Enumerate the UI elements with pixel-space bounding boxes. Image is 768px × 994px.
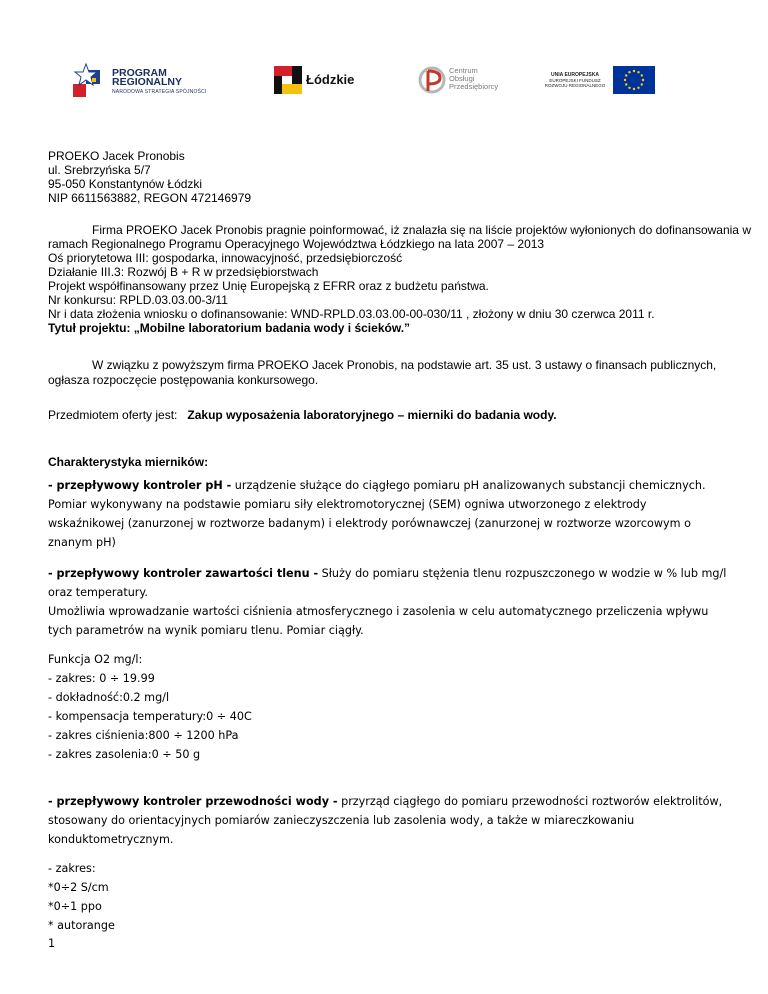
program-logo-line1: PROGRAM xyxy=(112,67,167,79)
eu-logo-lines xyxy=(538,78,612,88)
intro-line: Oś priorytetowa III: gospodarka, innowacyjność, przedsiębiorczość xyxy=(48,251,403,265)
oxygen-spec-list xyxy=(48,650,728,764)
centrum-line1: Centrum xyxy=(449,66,478,75)
offer-subject-value: Zakup wyposażenia laboratoryjnego – mierniki do badania wody. xyxy=(187,408,557,422)
program-regionalny-star-icon xyxy=(70,62,108,98)
offer-subject xyxy=(48,408,728,422)
program-logo-line3: NARODOWA STRATEGIA SPÓJNOŚCI xyxy=(112,89,207,95)
sender-line: PROEKO Jacek Pronobis xyxy=(48,149,185,163)
lodzkie-logo-text: Łódzkie xyxy=(306,72,355,87)
intro-line: ramach Regionalnego Programu Operacyjnego Województwa Łódzkiego na lata 2007 – 2013 xyxy=(48,237,545,251)
oxygen-line: Służy do pomiaru stężenia tlenu rozpuszczonego w wodzie w % lub mg/l xyxy=(318,567,727,580)
announcement-line1: W związku z powyższym firma PROEKO Jacek Pronobis, na podstawie art. 35 ust. 3 ustawy o finansach publicznych, xyxy=(92,358,717,372)
sender-line: NIP 6611563882, REGON 472146979 xyxy=(48,191,252,205)
eu-logo-line2: EUROPEJSKI FUNDUSZ xyxy=(549,78,601,83)
oxygen-spec-item: - dokładność:0.2 mg/l xyxy=(48,691,170,704)
oxygen-spec-item: - kompensacja temperatury:0 ÷ 40C xyxy=(48,710,252,723)
ph-line: znanym pH) xyxy=(48,536,116,549)
oxygen-spec-item: Funkcja O2 mg/l: xyxy=(48,653,143,666)
oxygen-line: tych parametrów na wynik pomiaru tlenu. Pomiar ciągły. xyxy=(48,624,364,637)
eu-flag-icon xyxy=(613,66,655,94)
intro-line: Działanie III.3: Rozwój B + R w przedsiębiorstwach xyxy=(48,265,319,279)
project-title: Tytuł projektu: „Mobilne laboratorium badania wody i ścieków.” xyxy=(48,321,411,335)
centrum-obslugi-logo xyxy=(418,60,518,100)
oxygen-line: Umożliwia wprowadzanie wartości ciśnienia atmosferycznego i zasolenia w celu automatycznego przeliczenia wpływu xyxy=(48,605,709,618)
centrum-line2: Obsługi xyxy=(449,74,475,83)
announcement-line2: ogłasza rozpoczęcie postępowania konkursowego. xyxy=(48,373,319,387)
intro-line: Nr konkursu: RPLD.03.03.00-3/11 xyxy=(48,293,228,307)
centrum-obslugi-mark-icon xyxy=(418,64,448,96)
conductivity-line: stosowany do orientacyjnych pomiarów zanieczyszczenia lub zasolenia wody, a także w miareczkowaniu xyxy=(48,814,635,827)
announcement xyxy=(48,358,728,388)
conductivity-spec-item: *0÷2 S/cm xyxy=(48,881,109,894)
oxygen-line: oraz temperatury. xyxy=(48,586,148,599)
conductivity-spec-list xyxy=(48,859,728,935)
ph-controller-section xyxy=(48,476,728,552)
oxygen-spec-item: - zakres zasolenia:0 ÷ 50 g xyxy=(48,748,201,761)
logo-bar xyxy=(0,60,768,100)
centrum-line3: Przedsiębiorcy xyxy=(449,82,499,91)
characteristics-heading: Charakterystyka mierników: xyxy=(48,455,209,469)
ph-controller-name: - przepływowy kontroler pH - xyxy=(48,479,232,492)
conductivity-spec-item: - zakres: xyxy=(48,862,96,875)
intro-line: Nr i data złożenia wniosku o dofinansowanie: WND-RPLD.03.03.00-00-030/11 , złożony w dniu 30 czerwca 2011 r. xyxy=(48,307,655,321)
oxygen-controller-name: - przepływowy kontroler zawartości tlenu - xyxy=(48,567,319,580)
oxygen-spec-item: - zakres: 0 ÷ 19.99 xyxy=(48,672,155,685)
sender-line: ul. Srebrzyńska 5/7 xyxy=(48,163,151,177)
intro-line: Projekt współfinansowany przez Unię Europejską z EFRR oraz z budżetu państwa. xyxy=(48,279,489,293)
sender-address xyxy=(48,149,728,205)
eu-logo xyxy=(538,60,658,100)
oxygen-spec-item: - zakres ciśnienia:800 ÷ 1200 hPa xyxy=(48,729,239,742)
lodzkie-logo xyxy=(274,60,374,100)
conductivity-controller-name: - przepływowy kontroler przewodności wody - xyxy=(48,795,338,808)
ph-line: urządzenie służące do ciągłego pomiaru pH analizowanych substancji chemicznych. xyxy=(231,479,706,492)
conductivity-line: przyrząd ciągłego do pomiaru przewodności roztworów elektrolitów, xyxy=(337,795,723,808)
sender-line: 95-050 Konstantynów Łódzki xyxy=(48,177,203,191)
centrum-obslugi-text xyxy=(449,67,498,91)
oxygen-controller-section xyxy=(48,564,728,640)
conductivity-line: konduktometrycznym. xyxy=(48,833,174,846)
page-number: 1 xyxy=(48,937,56,950)
lodzkie-mark-icon xyxy=(274,66,302,94)
eu-logo-line3: ROZWOJU REGIONALNEGO xyxy=(544,83,606,88)
conductivity-spec-item: * autorange xyxy=(48,919,115,932)
eu-logo-line1: UNIA EUROPEJSKA xyxy=(551,72,599,78)
program-logo-line2: REGIONALNY xyxy=(112,76,183,88)
ph-line: Pomiar wykonywany na podstawie pomiaru siły elektromotorycznej (SEM) ogniwa utworzonego z elektrody xyxy=(48,498,647,511)
offer-subject-label: Przedmiotem oferty jest: xyxy=(48,408,178,422)
conductivity-spec-item: *0÷1 ppo xyxy=(48,900,102,913)
program-regionalny-logo xyxy=(70,60,205,100)
intro-section xyxy=(48,223,751,335)
intro-first-line: Firma PROEKO Jacek Pronobis pragnie poinformować, iż znalazła się na liście projektów wyłonionych do dofinansowania w xyxy=(92,223,751,237)
ph-line: wskaźnikowej (zanurzonej w roztworze badanym) i elektrody porównawczej (zanurzonej w roztworze wzorcowym o xyxy=(48,517,691,530)
conductivity-controller-section xyxy=(48,792,728,849)
